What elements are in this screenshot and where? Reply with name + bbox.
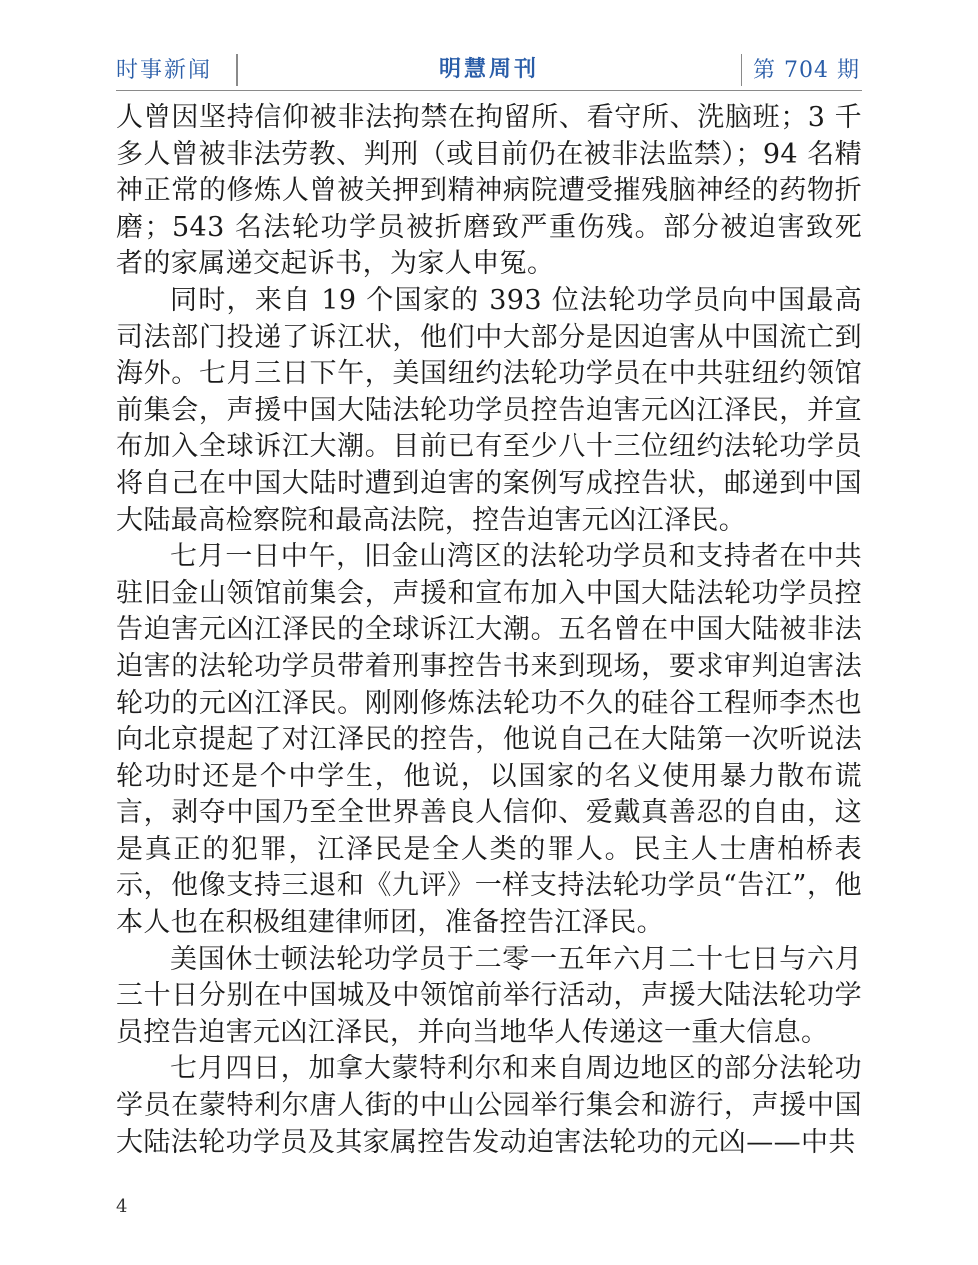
section-title: 时事新闻 [116, 58, 213, 83]
paragraph: 七月一日中午，旧金山湾区的法轮功学员和支持者在中共驻旧金山领馆前集会，声援和宣布加入中国大陆法轮功学员控告迫害元凶江泽民的全球诉江大潮。五名曾在中国大陆被非法迫害的法轮功学员带着刑事控告书来到现场，要求审判迫害法轮功的元凶江泽民。刚刚修炼法轮功不久的硅谷工程师李杰也向北京提起了对江泽民的控告，他说自己在大陆第一次听说法轮功时还是个中学生，他说，以国家的名义使用暴力散布谎言，剥夺中国乃至全世界善良人信仰、爱戴真善忍的自由，这是真正的犯罪，江泽民是全人类的罪人。民主人士唐柏桥表示，他像支持三退和《九评》一样支持法轮功学员“告江”，他本人也在积极组建律师团，准备控告江泽民。 [116, 541, 862, 939]
paragraph: 七月四日，加拿大蒙特利尔和来自周边地区的部分法轮功学员在蒙特利尔唐人街的中山公园举行集会和游行，声援中国大陆法轮功学员及其家属控告发动迫害法轮功的元凶——中共 [116, 1053, 862, 1158]
article-body [116, 100, 862, 1161]
paragraph: 同时，来自 19 个国家的 393 位法轮功学员向中国最高司法部门投递了诉江状，他们中大部分是因迫害从中国流亡到海外。七月三日下午，美国纽约法轮功学员在中共驻纽约领馆前集会，声援中国大陆法轮功学员控告迫害元凶江泽民，并宣布加入全球诉江大潮。目前已有至少八十三位纽约法轮功学员将自己在中国大陆时遭到迫害的案例写成控告状，邮递到中国大陆最高检察院和最高法院，控告迫害元凶江泽民。 [116, 284, 862, 536]
paragraph: 美国休士顿法轮功学员于二零一五年六月二十七日与六月三十日分别在中国城及中领馆前举行活动，声援大陆法轮功学员控告迫害元凶江泽民，并向当地华人传递这一重大信息。 [116, 943, 862, 1048]
page-header [116, 50, 862, 91]
paragraph-continuation: 人曾因坚持信仰被非法拘禁在拘留所、看守所、洗脑班；3 千多人曾被非法劳教、判刑（或目前仍在被非法监禁）；94 名精神正常的修炼人曾被关押到精神病院遭受摧残脑神经的药物折磨；543 名法轮功学员被折磨致严重伤残。部分被迫害致死者的家属递交起诉书，为家人申冤。 [116, 102, 862, 280]
page-number: 4 [116, 1196, 128, 1217]
issue-number: 第 704 期 [753, 58, 860, 83]
header-divider-right [741, 54, 743, 86]
masthead-title: 明慧周刊 [438, 57, 539, 82]
